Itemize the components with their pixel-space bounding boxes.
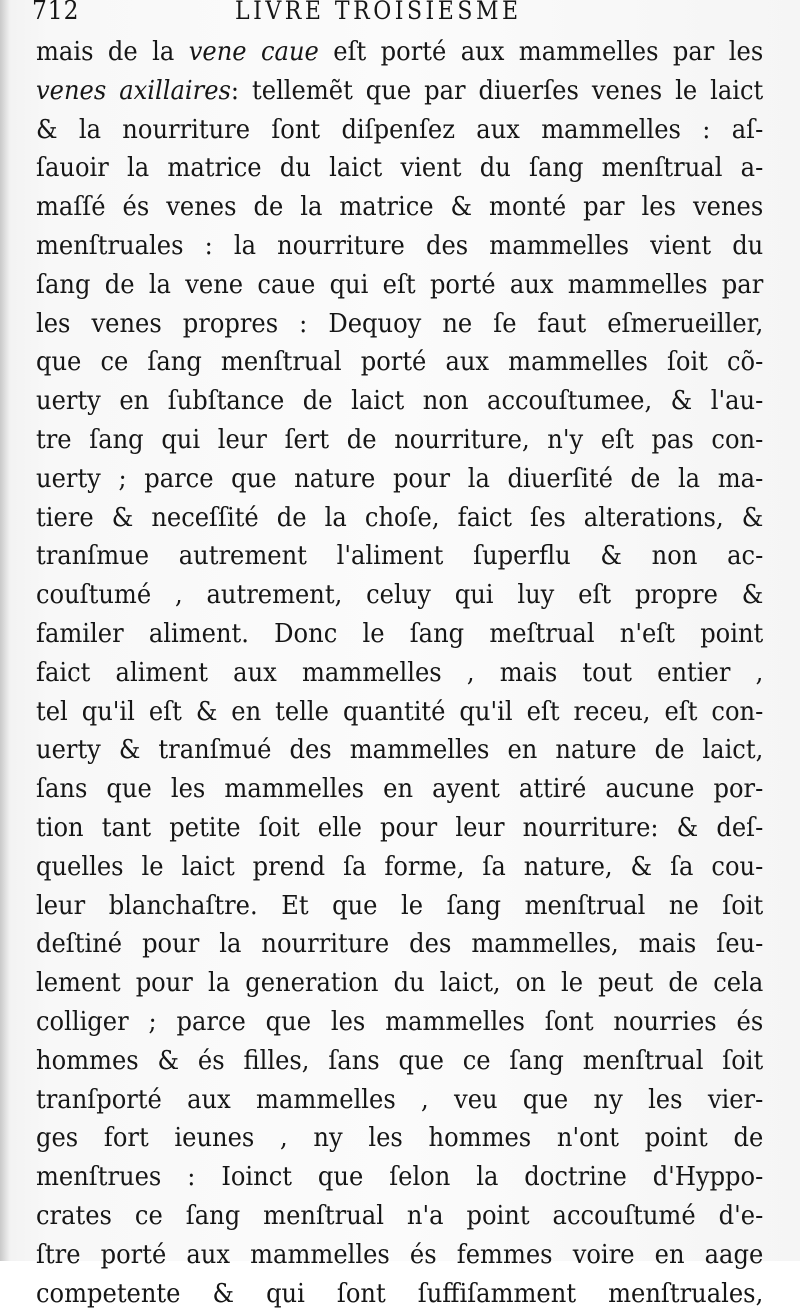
text-run: tion tant petite ſoit elle pour leur nourriture: & deſ-	[36, 813, 763, 843]
text-run: couſtumé , autrement, celuy qui luy eſt propre &	[36, 580, 763, 610]
text-run: ſans que les mammelles en ayent attiré aucune por-	[36, 774, 763, 804]
text-run: ges fort ieunes , ny les hommes n'ont point de	[36, 1123, 763, 1153]
text-run: uerty ; parce que nature pour la diuerſité de la ma-	[36, 464, 763, 494]
text-run: ſang de la vene caue qui eſt porté aux mammelles par	[36, 270, 763, 300]
text-run: uerty & tranſmué des mammelles en nature de laict,	[36, 735, 763, 765]
text-run: mais de la	[36, 37, 189, 67]
italic-text: vene caue	[189, 37, 319, 67]
text-line	[36, 305, 763, 344]
text-run: & la nourriture ſont diſpenſez aux mammelles : aſ-	[36, 115, 763, 145]
text-line	[36, 188, 763, 227]
text-line	[36, 654, 763, 693]
text-line	[36, 499, 763, 538]
text-run: tre ſang qui leur ſert de nourriture, n'y eſt pas con-	[36, 425, 763, 455]
text-run: tranſmue autrement l'aliment ſuperflu & non ac-	[36, 541, 763, 571]
text-run: leur blanchaſtre. Et que le ſang menſtrual ne ſoit	[36, 891, 763, 921]
text-line	[36, 1236, 763, 1275]
text-run: competente & qui ſont ſuffiſamment menſtruales,	[36, 1279, 763, 1309]
text-line	[36, 887, 763, 926]
text-line	[36, 266, 763, 305]
text-line	[36, 111, 763, 150]
text-line	[36, 382, 763, 421]
text-run: eſt porté aux mammelles par les	[319, 37, 763, 67]
text-line	[36, 848, 763, 887]
text-run: familer aliment. Donc le ſang meſtrual n'eſt point	[36, 619, 763, 649]
text-line	[36, 343, 763, 382]
page-number: 712	[32, 0, 79, 26]
text-line	[36, 693, 763, 732]
text-line	[36, 964, 763, 1003]
text-line	[36, 1275, 763, 1313]
text-line	[36, 460, 763, 499]
text-line	[36, 1158, 763, 1197]
text-line	[36, 33, 763, 72]
text-run: colliger ; parce que les mammelles ſont nourries és	[36, 1007, 763, 1037]
text-run: : tellemẽt que par diuerſes venes le laict	[231, 76, 763, 106]
text-line	[36, 731, 763, 770]
body-text	[36, 33, 764, 1313]
text-line	[36, 1119, 763, 1158]
text-run: tiere & neceſſité de la choſe, faict ſes alterations, &	[36, 503, 763, 533]
text-run: ſauoir la matrice du laict vient du ſang menſtrual a-	[36, 153, 763, 183]
text-run: tranſporté aux mammelles , veu que ny les vier-	[36, 1085, 763, 1115]
text-line	[36, 809, 763, 848]
text-run: quelles le laict prend ſa forme, ſa nature, & ſa cou-	[36, 852, 763, 882]
text-line	[36, 227, 763, 266]
text-run: tel qu'il eſt & en telle quantité qu'il eſt receu, eſt con-	[36, 697, 763, 727]
running-title: LIVRE TROISIESME	[235, 0, 522, 25]
text-line	[36, 925, 763, 964]
text-line	[36, 537, 763, 576]
text-run: faict aliment aux mammelles , mais tout entier ,	[36, 658, 763, 688]
text-line	[36, 770, 763, 809]
text-run: menſtrues : Ioinct que ſelon la doctrine d'Hyppo-	[36, 1162, 763, 1192]
text-run: deſtiné pour la nourriture des mammelles, mais ſeu-	[36, 929, 763, 959]
text-line	[36, 576, 763, 615]
text-line	[36, 72, 763, 111]
text-run: menſtruales : la nourriture des mammelles vient du	[36, 231, 763, 261]
text-run: hommes & és filles, ſans que ce ſang menſtrual ſoit	[36, 1046, 763, 1076]
italic-text: venes axillaires	[36, 76, 231, 106]
text-line	[36, 615, 763, 654]
text-run: maſſé és venes de la matrice & monté par les venes	[36, 192, 763, 222]
text-run: lement pour la generation du laict, on le peut de cela	[36, 968, 763, 998]
text-line	[36, 1003, 763, 1042]
binding-shadow	[0, 0, 10, 1261]
text-line	[36, 149, 763, 188]
text-run: crates ce ſang menſtrual n'a point accouſtumé d'e-	[36, 1201, 763, 1231]
text-line	[36, 1042, 763, 1081]
text-line	[36, 1197, 763, 1236]
text-line	[36, 421, 763, 460]
running-head	[32, 0, 772, 32]
text-run: ſtre porté aux mammelles és femmes voire en aage	[36, 1240, 763, 1270]
text-run: uerty en ſubſtance de laict non accouſtumee, & l'au-	[36, 386, 763, 416]
text-run: les venes propres : Dequoy ne ſe faut eſmerueiller,	[36, 309, 763, 339]
text-run: que ce ſang menſtrual porté aux mammelles ſoit cõ-	[36, 347, 763, 377]
text-line	[36, 1081, 763, 1120]
